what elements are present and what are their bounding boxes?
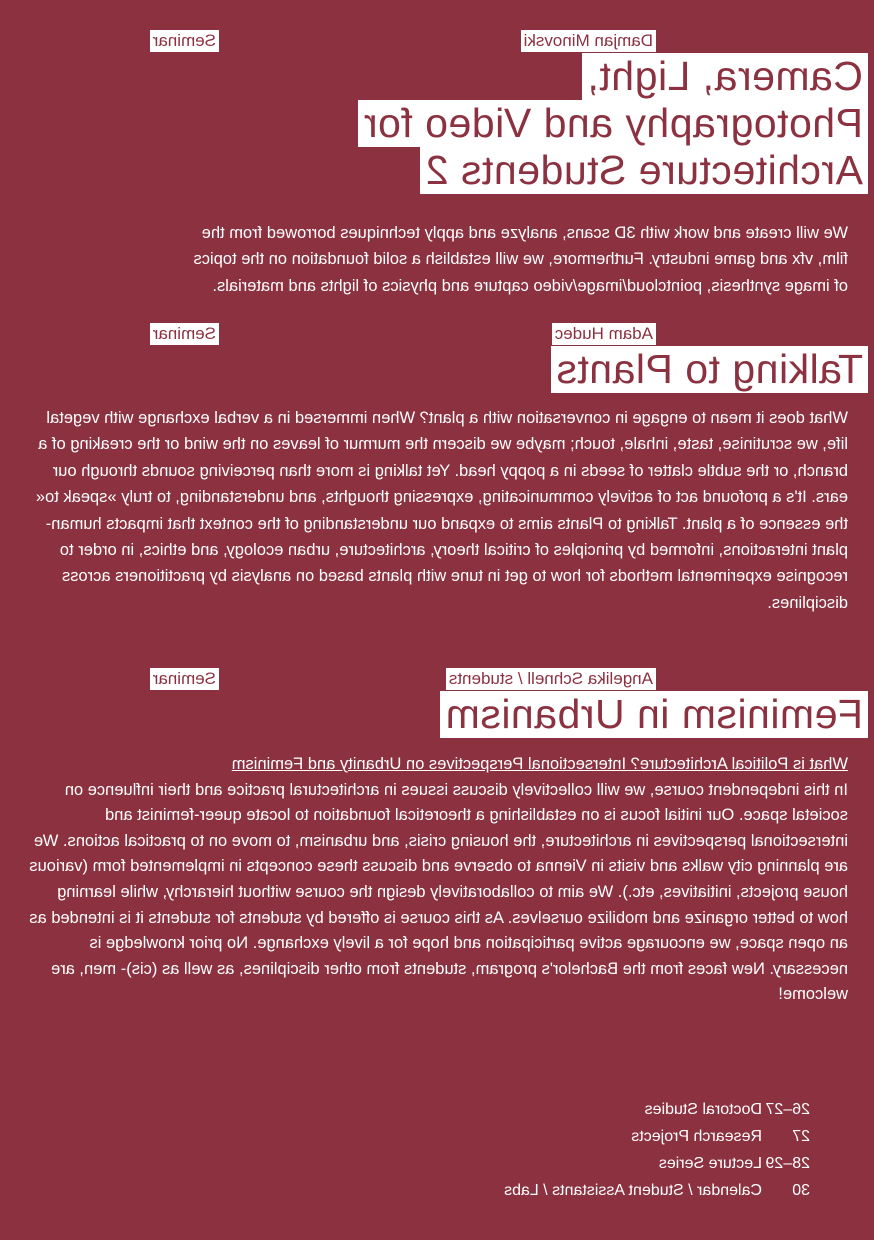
seminar-subtitle: What is Political Architecture? Intersectional Perspectives on Urbanity and Feminism (231, 755, 848, 773)
seminar-body (23, 752, 848, 1008)
seminar-title (551, 346, 868, 393)
seminar-title (440, 691, 868, 738)
seminar-description: What does it mean to engage in conversation with a plant? When immersed in a verbal exchange with vegetal life, we scrutinise, taste, inhale, touch; maybe we discern the murmur of leaves on the wind or the creaking of a branch, or the subtle clatter of seeds in a poppy head. Yet talking is more than perceiving sounds through our ears. It's a profound act of actively communicating, expressing thoughts, and understanding, to truly »speak to« the essence of a plant. Talking to Plants aims to expand our understanding of the context that impacts human-plant interactions, informed by principles of critical theory, architecture, urban ecology, and ethics, in order to recognise experimental methods for how to get in tune with plants based on analysis by practitioners across disciplines. (35, 409, 848, 612)
seminar-author: Damjan Minovski (521, 30, 656, 52)
toc-entry[interactable] (504, 1150, 810, 1177)
title-line: Camera, Light, (582, 53, 868, 100)
toc-entry[interactable] (504, 1096, 810, 1123)
seminar-type-label: Seminar (150, 323, 219, 345)
seminar-description: We will create and work with 3D scans, analyze and apply techniques borrowed from the film, vfx and game industry. Furthermore, we will establish a solid foundation on the topics of image synthesis, pointcloud/image/video capture and physics of lights and materials. (193, 224, 848, 295)
table-of-contents (504, 1096, 810, 1204)
seminar-description: In this independent course, we will collectively discuss issues in architectural practice and their influence on societal space. Our initial focus is on establishing a theoretical foundation to locate queer-feminist and intersectional perspectives in architecture, the housing crisis, and urbanism, to move on to practical actions. We are planning city walks and visits in Vienna to observe and discuss these concepts in implemented form (various house projects, initiatives, etc.). We aim to collaboratively design the course without hierarchy, while learning how to better organize and mobilize ourselves. As this course is offered by students for students it is intended as an open space, we encourage active participation and hope for a lively exchange. No prior knowledge is necessary. New faces from the Bachelor's program, students from other disciplines, as well as (cis)- men, are welcome! (29, 780, 848, 1004)
seminar-title (358, 53, 868, 194)
toc-label: Research Projects (631, 1128, 762, 1145)
title-line: Talking to Plants (551, 346, 868, 393)
seminar-type-label: Seminar (150, 30, 219, 52)
toc-entry[interactable] (504, 1123, 810, 1150)
toc-label: Calendar / Student Assistants / Labs (504, 1182, 762, 1199)
seminar-author: Adam Hudec (552, 323, 656, 345)
seminar-type-label: Seminar (150, 668, 219, 690)
toc-label: Lecture Series (658, 1155, 762, 1172)
title-line: Photography and Video for (358, 100, 868, 147)
title-line: Architecture Students 2 (420, 147, 868, 194)
toc-page-number: 27 (792, 1128, 810, 1145)
toc-page-number: 26–27 (765, 1101, 810, 1118)
toc-page-number: 30 (792, 1182, 810, 1199)
toc-entry[interactable] (504, 1177, 810, 1204)
toc-label: Doctoral Studies (644, 1101, 762, 1118)
seminar-author: Angelika Schnell / students (446, 668, 656, 690)
title-line: Feminism in Urbanism (440, 691, 868, 738)
toc-page-number: 28–29 (765, 1155, 810, 1172)
